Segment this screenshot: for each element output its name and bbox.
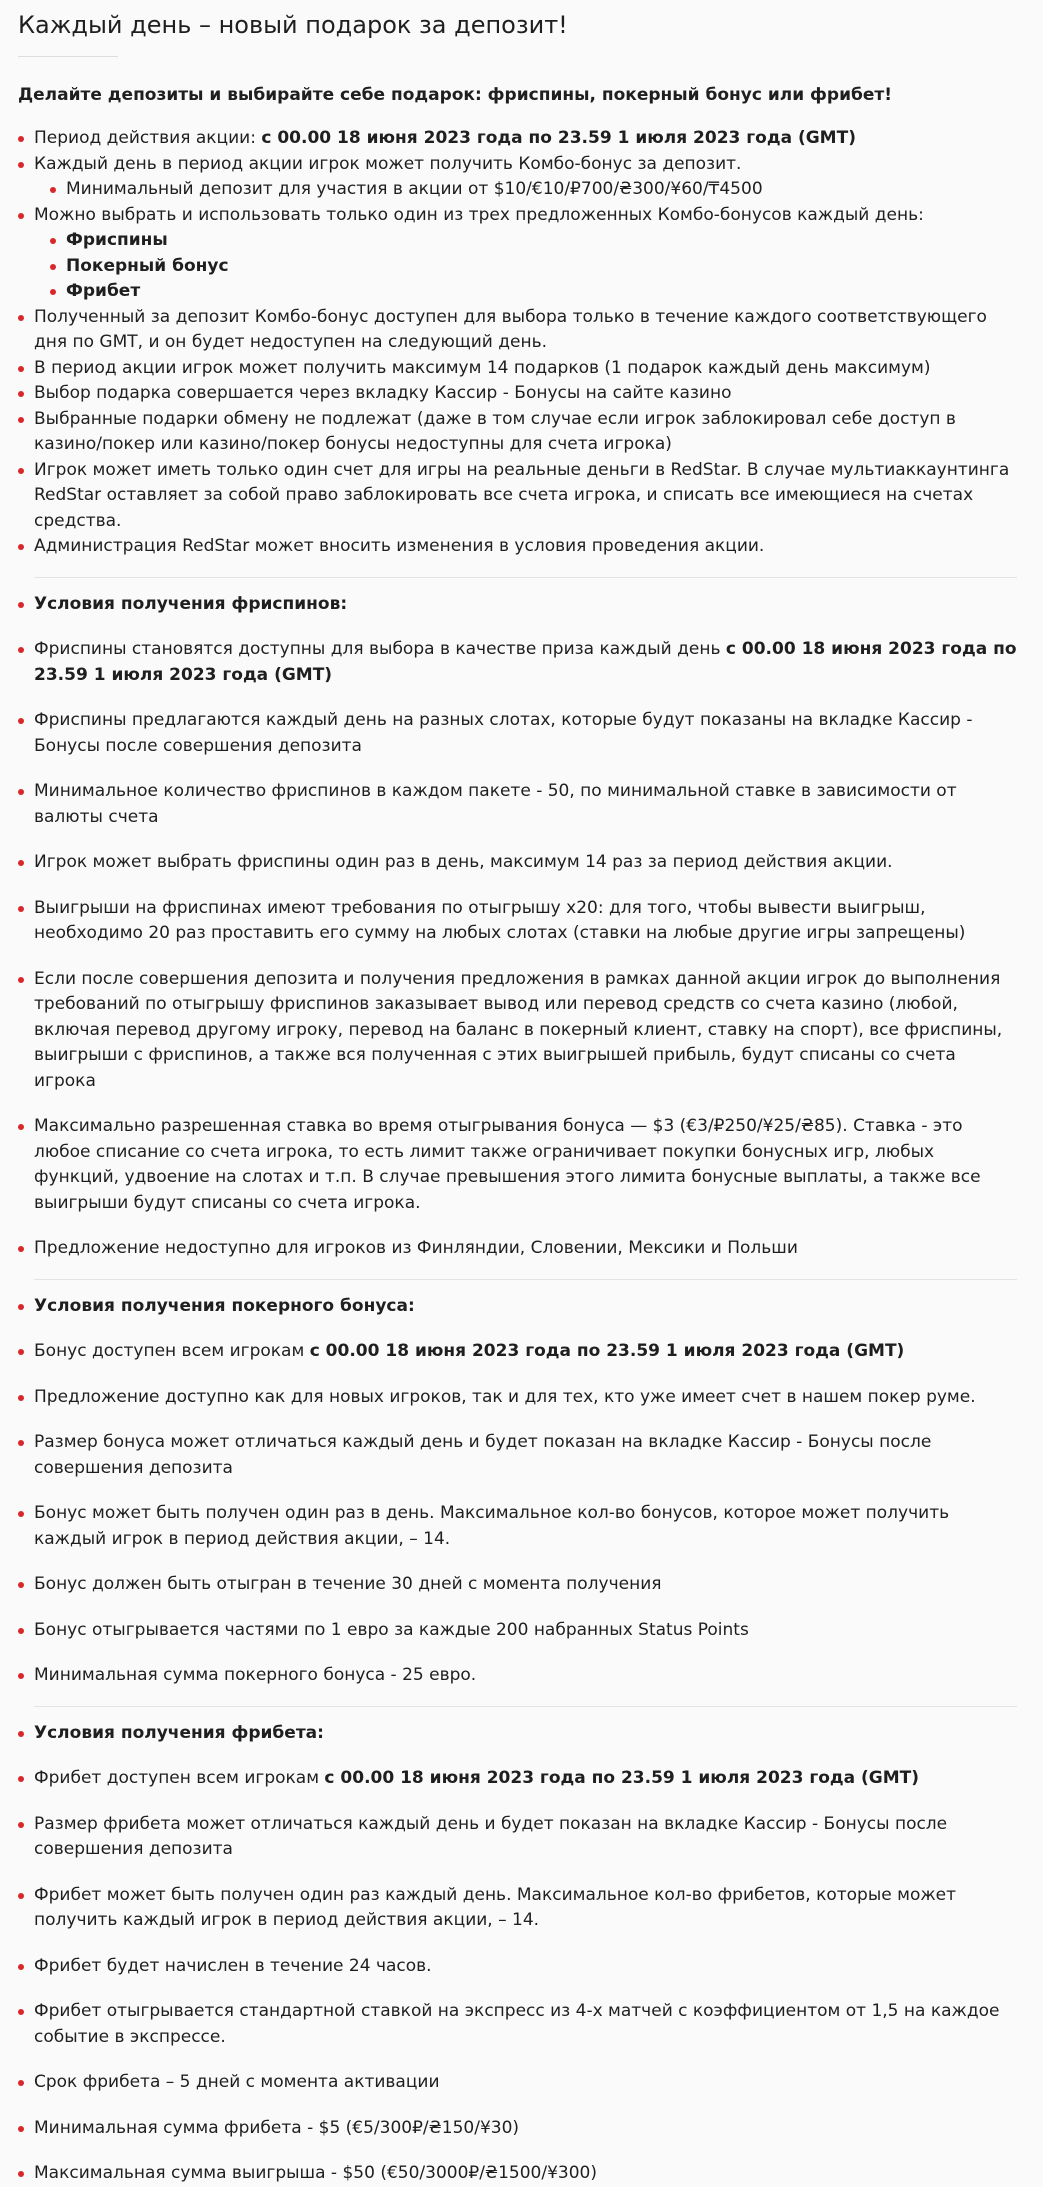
list-item: Игрок может выбрать фриспины один раз в день, максимум 14 раз за период действия акции.	[18, 850, 1017, 876]
list-item: Бонус доступен всем игрокам с 00.00 18 июня 2023 года по 23.59 1 июля 2023 года (GMT)	[18, 1339, 1017, 1365]
section-heading-freebet: Условия получения фрибета:	[18, 1721, 1017, 1747]
freebet-conditions-list	[18, 1721, 1017, 2187]
section-divider	[34, 1279, 1017, 1280]
list-item: Если после совершения депозита и получения предложения в рамках данной акции игрок до выполнения требований по отыгрышу фриспинов заказывает вывод или перевод средств со счета казино (любой, включая перевод другому игроку, перевод на баланс в покерный клиент, ставку на спорт), все фриспины, выигрыши с фриспинов, а также вся полученная с этих выигрышей прибыль, будут списаны со счета игрока	[18, 967, 1017, 1095]
list-item: Фрибет может быть получен один раз каждый день. Максимальное кол-во фрибетов, которые может получить каждый игрок в период действия акции, – 14.	[18, 1883, 1017, 1934]
page-title: Каждый день – новый подарок за депозит!	[18, 11, 568, 39]
option-freebet: Фрибет	[50, 279, 1017, 305]
list-item: Минимальная сумма фрибета - $5 (€5/300₽/₴150/¥30)	[18, 2116, 1017, 2142]
list-item: Фриспины предлагаются каждый день на разных слотах, которые будут показаны на вкладке Кассир - Бонусы после совершения депозита	[18, 708, 1017, 759]
list-item: Размер бонуса может отличаться каждый день и будет показан на вкладке Кассир - Бонусы после совершения депозита	[18, 1430, 1017, 1481]
section-divider	[34, 1706, 1017, 1707]
list-item: Предложение доступно как для новых игроков, так и для тех, кто уже имеет счет в нашем покер руме.	[18, 1385, 1017, 1411]
list-item: Администрация RedStar может вносить изменения в условия проведения акции.	[18, 534, 1017, 560]
list-item: Минимальная сумма покерного бонуса - 25 евро.	[18, 1663, 1017, 1689]
list-item: Фрибет отыгрывается стандартной ставкой на экспресс из 4-х матчей с коэффициентом от 1,5 на каждое событие в экспрессе.	[18, 1999, 1017, 2050]
list-item: В период акции игрок может получить максимум 14 подарков (1 подарок каждый день максимум)	[18, 356, 1017, 382]
list-item: Максимальная сумма выигрыша - $50 (€50/3000₽/₴1500/¥300)	[18, 2161, 1017, 2187]
list-item: Игрок может иметь только один счет для игры на реальные деньги в RedStar. В случае мультиаккаунтинга RedStar оставляет за собой право заблокировать все счета игрока, и списать все имеющиеся на счетах средства.	[18, 458, 1017, 535]
list-item: Каждый день в период акции игрок может получить Комбо-бонус за депозит. Минимальный депозит для участия в акции от $10/€10/₽700/₴300/¥60/₸4500	[18, 152, 1017, 203]
section-divider	[34, 577, 1017, 578]
list-item: Бонус может быть получен один раз в день. Максимальное кол-во бонусов, которое может получить каждый игрок в период действия акции, – 14.	[18, 1501, 1017, 1552]
list-item: Фриспины становятся доступны для выбора в качестве приза каждый день с 00.00 18 июня 2023 года по 23.59 1 июля 2023 года (GMT)	[18, 637, 1017, 688]
option-poker-bonus: Покерный бонус	[50, 254, 1017, 280]
list-item: Размер фрибета может отличаться каждый день и будет показан на вкладке Кассир - Бонусы после совершения депозита	[18, 1812, 1017, 1863]
section-heading-poker: Условия получения покерного бонуса:	[18, 1294, 1017, 1320]
lead-text: Делайте депозиты и выбирайте себе подарок: фриспины, покерный бонус или фрибет!	[18, 85, 892, 105]
list-item: Максимально разрешенная ставка во время отыгрывания бонуса — $3 (€3/₽250/¥25/₴85). Ставка - это любое списание со счета игрока, то есть лимит также ограничивает покупки бонусных игр, любых функций, удвоение на слотах и т.п. В случае превышения этого лимита бонусные выплаты, а также все выигрыши будут списаны со счета игрока.	[18, 1114, 1017, 1216]
general-conditions-list	[18, 126, 1017, 560]
list-item: Период действия акции: с 00.00 18 июня 2023 года по 23.59 1 июля 2023 года (GMT)	[18, 126, 1017, 152]
list-item: Бонус отыгрывается частями по 1 евро за каждые 200 набранных Status Points	[18, 1618, 1017, 1644]
list-item: Бонус должен быть отыгран в течение 30 дней с момента получения	[18, 1572, 1017, 1598]
section-heading-freespins: Условия получения фриспинов:	[18, 592, 1017, 618]
list-item: Выигрыши на фриспинах имеют требования по отыгрышу х20: для того, чтобы вывести выигрыш, необходимо 20 раз проставить его сумму на любых слотах (ставки на любые другие игры запрещены)	[18, 896, 1017, 947]
title-divider	[18, 56, 118, 57]
freespins-conditions-list	[18, 592, 1017, 1262]
list-item: Выбор подарка совершается через вкладку Кассир - Бонусы на сайте казино	[18, 381, 1017, 407]
nested-list	[50, 177, 1017, 203]
list-item: Срок фрибета – 5 дней с момента активации	[18, 2070, 1017, 2096]
list-item: Предложение недоступно для игроков из Финляндии, Словении, Мексики и Польши	[18, 1236, 1017, 1262]
option-freespins: Фриспины	[50, 228, 1017, 254]
poker-conditions-list	[18, 1294, 1017, 1689]
list-item: Выбранные подарки обмену не подлежат (даже в том случае если игрок заблокировал себе доступ в казино/покер или казино/покер бонусы недоступны для счета игрока)	[18, 407, 1017, 458]
list-item: Можно выбрать и использовать только один из трех предложенных Комбо-бонусов каждый день: Фриспины Покерный бонус Фрибет	[18, 203, 1017, 305]
list-item: Минимальное количество фриспинов в каждом пакете - 50, по минимальной ставке в зависимости от валюты счета	[18, 779, 1017, 830]
list-item: Минимальный депозит для участия в акции от $10/€10/₽700/₴300/¥60/₸4500	[50, 177, 1017, 203]
list-item: Фрибет будет начислен в течение 24 часов.	[18, 1954, 1017, 1980]
list-item: Фрибет доступен всем игрокам с 00.00 18 июня 2023 года по 23.59 1 июля 2023 года (GMT)	[18, 1766, 1017, 1792]
bonus-options-list	[50, 228, 1017, 305]
list-item: Полученный за депозит Комбо-бонус доступен для выбора только в течение каждого соответствующего дня по GMT, и он будет недоступен на следующий день.	[18, 305, 1017, 356]
